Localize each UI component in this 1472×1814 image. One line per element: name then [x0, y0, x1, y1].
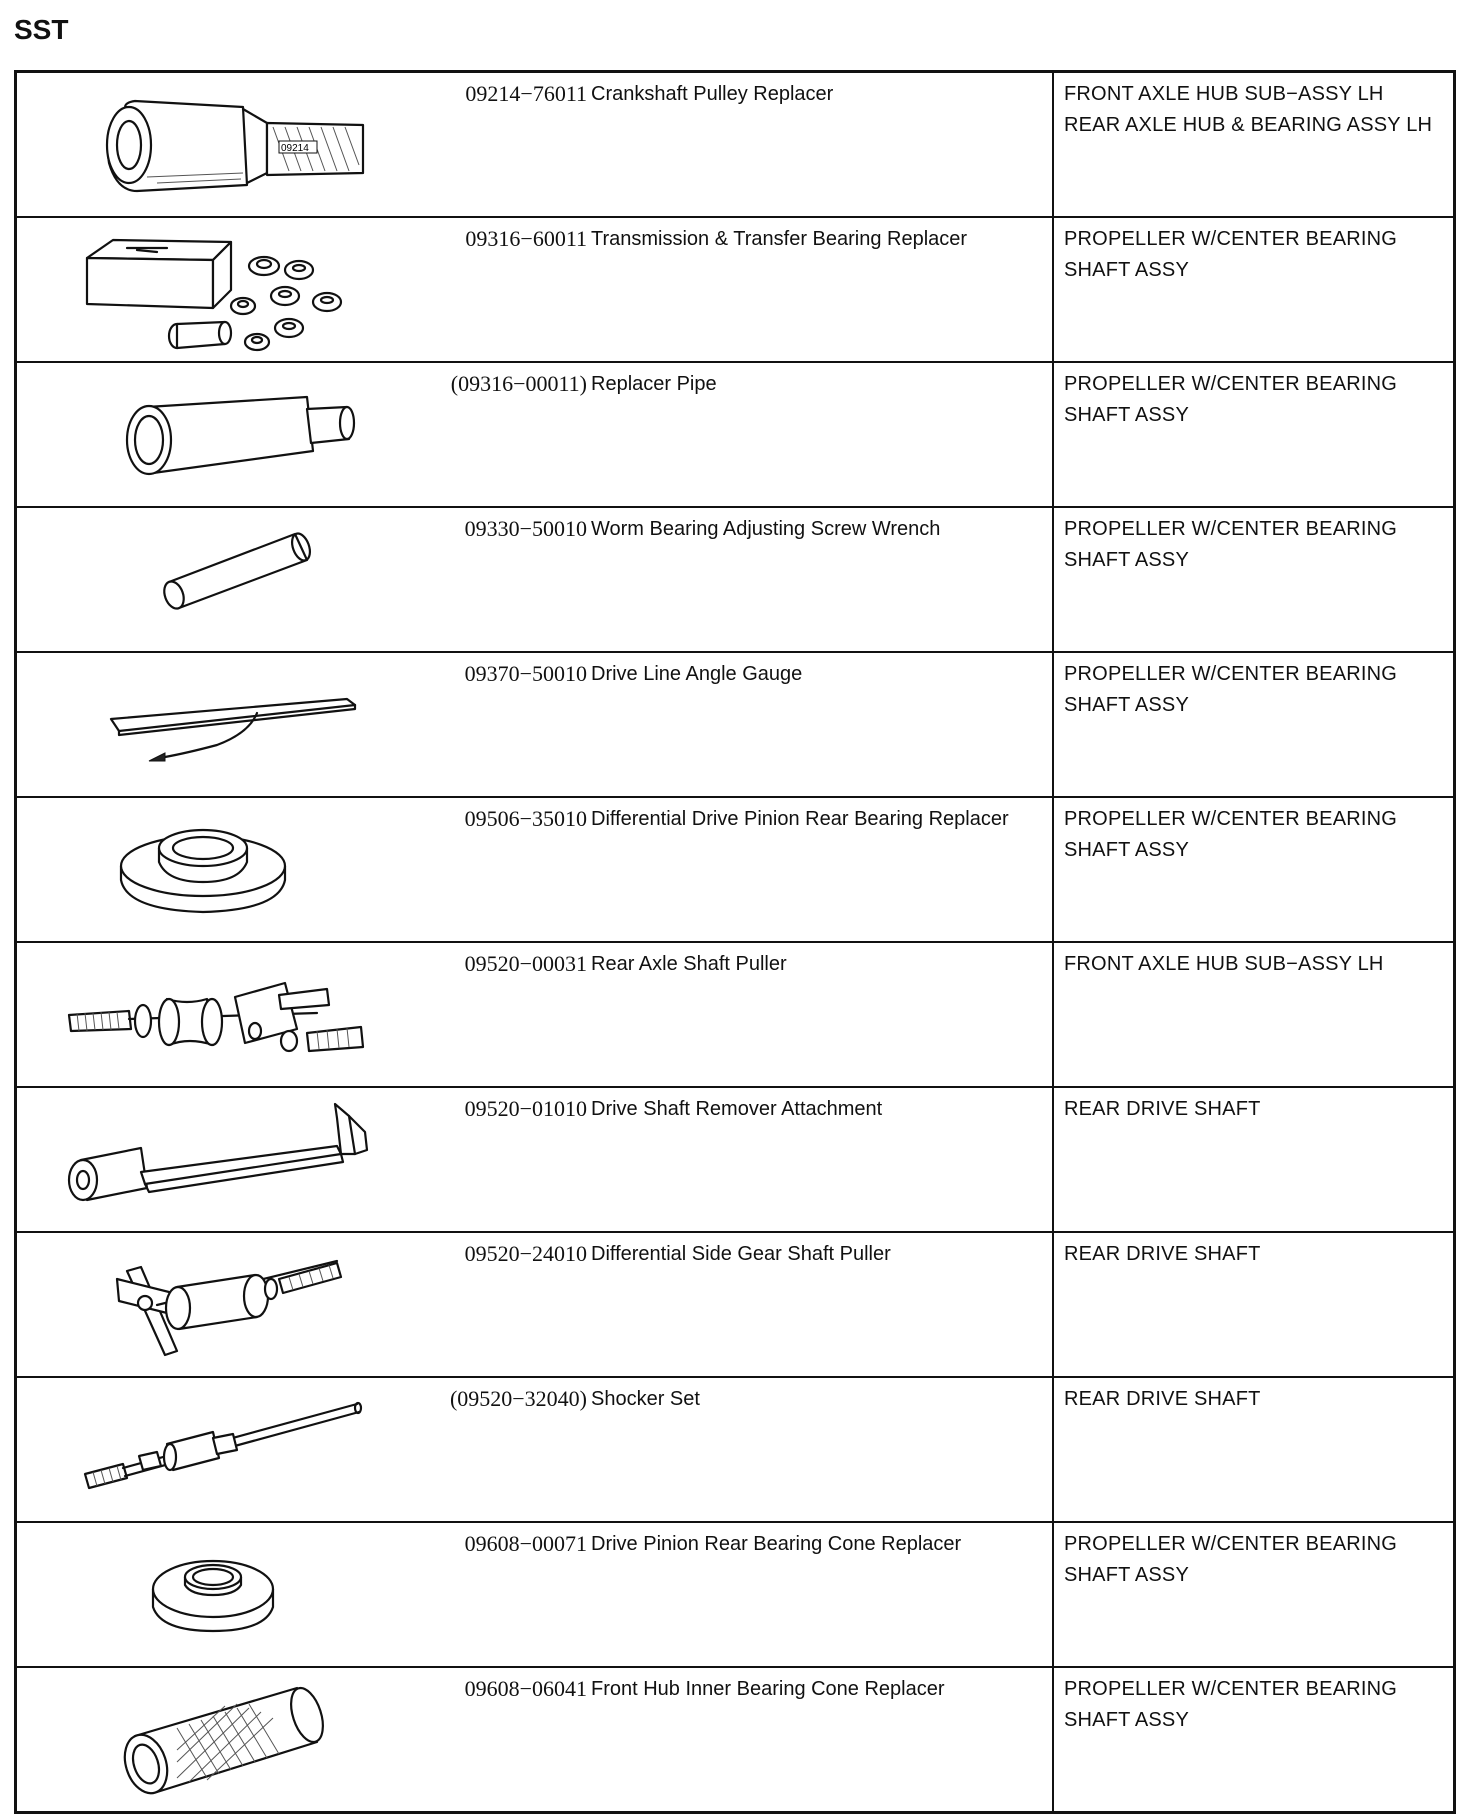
bearing-replacer-kit-icon — [17, 218, 419, 361]
part-number: 09506−35010 — [464, 806, 587, 831]
table-row — [16, 507, 1455, 652]
part-number-cell — [419, 652, 589, 797]
applies-to: PROPELLER W/CENTER BEARING SHAFT ASSY — [1053, 1667, 1455, 1813]
part-number: 09520−00031 — [464, 951, 587, 976]
part-number: 09608−00071 — [464, 1531, 587, 1556]
tool-illustration — [16, 217, 420, 362]
applies-to — [1053, 72, 1455, 218]
replacer-pipe-icon — [17, 363, 419, 506]
table-row — [16, 1087, 1455, 1232]
tool-illustration — [16, 507, 420, 652]
part-number: 09330−50010 — [464, 516, 587, 541]
table-row — [16, 1377, 1455, 1522]
part-number: (09316−00011) — [450, 371, 587, 396]
tool-illustration — [16, 1377, 420, 1522]
table-row — [16, 797, 1455, 942]
tool-illustration — [16, 72, 420, 218]
part-number-cell — [419, 1377, 589, 1522]
part-number-cell — [419, 217, 589, 362]
applies-to: PROPELLER W/CENTER BEARING SHAFT ASSY — [1053, 507, 1455, 652]
part-number: 09520−01010 — [464, 1096, 587, 1121]
part-number-cell — [419, 1667, 589, 1813]
tool-name: Crankshaft Pulley Replacer — [589, 72, 1053, 218]
applies-to-line: FRONT AXLE HUB SUB−ASSY LH REAR AXLE HUB & BEARING ASSY LH — [1064, 83, 1433, 136]
tool-name: Transmission & Transfer Bearing Replacer — [589, 217, 1053, 362]
axle-shaft-puller-icon — [17, 943, 419, 1086]
tool-illustration — [16, 1667, 420, 1813]
tool-illustration — [16, 942, 420, 1087]
part-number: 09370−50010 — [464, 661, 587, 686]
pinion-bearing-replacer-icon — [17, 798, 419, 941]
tool-name: Rear Axle Shaft Puller — [589, 942, 1053, 1087]
remover-attachment-icon — [17, 1088, 419, 1231]
part-number-cell — [419, 362, 589, 507]
applies-to: REAR DRIVE SHAFT — [1053, 1232, 1455, 1377]
applies-to: PROPELLER W/CENTER BEARING SHAFT ASSY — [1053, 797, 1455, 942]
part-number-cell — [419, 1522, 589, 1667]
adjusting-screw-wrench-icon — [17, 508, 419, 651]
tool-name: Drive Shaft Remover Attachment — [589, 1087, 1053, 1232]
applies-to: REAR DRIVE SHAFT — [1053, 1377, 1455, 1522]
page-title: SST — [14, 14, 69, 45]
applies-to: PROPELLER W/CENTER BEARING SHAFT ASSY — [1053, 217, 1455, 362]
part-number-cell — [419, 72, 589, 218]
tool-illustration — [16, 1087, 420, 1232]
part-number-cell — [419, 1087, 589, 1232]
crankshaft-pulley-replacer-icon — [17, 73, 419, 216]
part-number: 09214−76011 — [465, 81, 587, 106]
tool-name: Front Hub Inner Bearing Cone Replacer — [589, 1667, 1053, 1813]
part-number: 09608−06041 — [464, 1676, 587, 1701]
part-number-cell — [419, 942, 589, 1087]
sst-table — [14, 70, 1456, 1814]
bearing-cone-replacer-icon — [17, 1523, 419, 1666]
applies-to: PROPELLER W/CENTER BEARING SHAFT ASSY — [1053, 1522, 1455, 1667]
applies-to: FRONT AXLE HUB SUB−ASSY LH — [1053, 942, 1455, 1087]
table-row — [16, 652, 1455, 797]
tool-name: Differential Side Gear Shaft Puller — [589, 1232, 1053, 1377]
table-row — [16, 942, 1455, 1087]
table-row — [16, 362, 1455, 507]
part-number: (09520−32040) — [449, 1386, 587, 1411]
part-number-cell — [419, 507, 589, 652]
tool-name: Drive Pinion Rear Bearing Cone Replacer — [589, 1522, 1053, 1667]
table-row — [16, 1522, 1455, 1667]
part-number-cell — [419, 797, 589, 942]
part-number-cell — [419, 1232, 589, 1377]
tool-illustration — [16, 1522, 420, 1667]
hub-bearing-cone-replacer-icon — [17, 1668, 419, 1811]
table-row — [16, 217, 1455, 362]
shocker-set-icon — [17, 1378, 419, 1521]
table-row — [16, 1667, 1455, 1813]
part-number: 09520−24010 — [464, 1241, 587, 1266]
angle-gauge-icon — [17, 653, 419, 796]
part-number: 09316−60011 — [465, 226, 587, 251]
side-gear-shaft-puller-icon — [17, 1233, 419, 1376]
table-row — [16, 72, 1455, 218]
tool-name: Replacer Pipe — [589, 362, 1053, 507]
tool-name: Shocker Set — [589, 1377, 1053, 1522]
crankshaft-pulley-stamp: 09214 — [281, 143, 309, 154]
tool-illustration — [16, 1232, 420, 1377]
tool-illustration — [16, 797, 420, 942]
tool-name: Worm Bearing Adjusting Screw Wrench — [589, 507, 1053, 652]
applies-to: PROPELLER W/CENTER BEARING SHAFT ASSY — [1053, 652, 1455, 797]
tool-illustration — [16, 362, 420, 507]
applies-to: PROPELLER W/CENTER BEARING SHAFT ASSY — [1053, 362, 1455, 507]
tool-name: Drive Line Angle Gauge — [589, 652, 1053, 797]
applies-to: REAR DRIVE SHAFT — [1053, 1087, 1455, 1232]
tool-name: Differential Drive Pinion Rear Bearing Replacer — [589, 797, 1053, 942]
tool-illustration — [16, 652, 420, 797]
table-row — [16, 1232, 1455, 1377]
